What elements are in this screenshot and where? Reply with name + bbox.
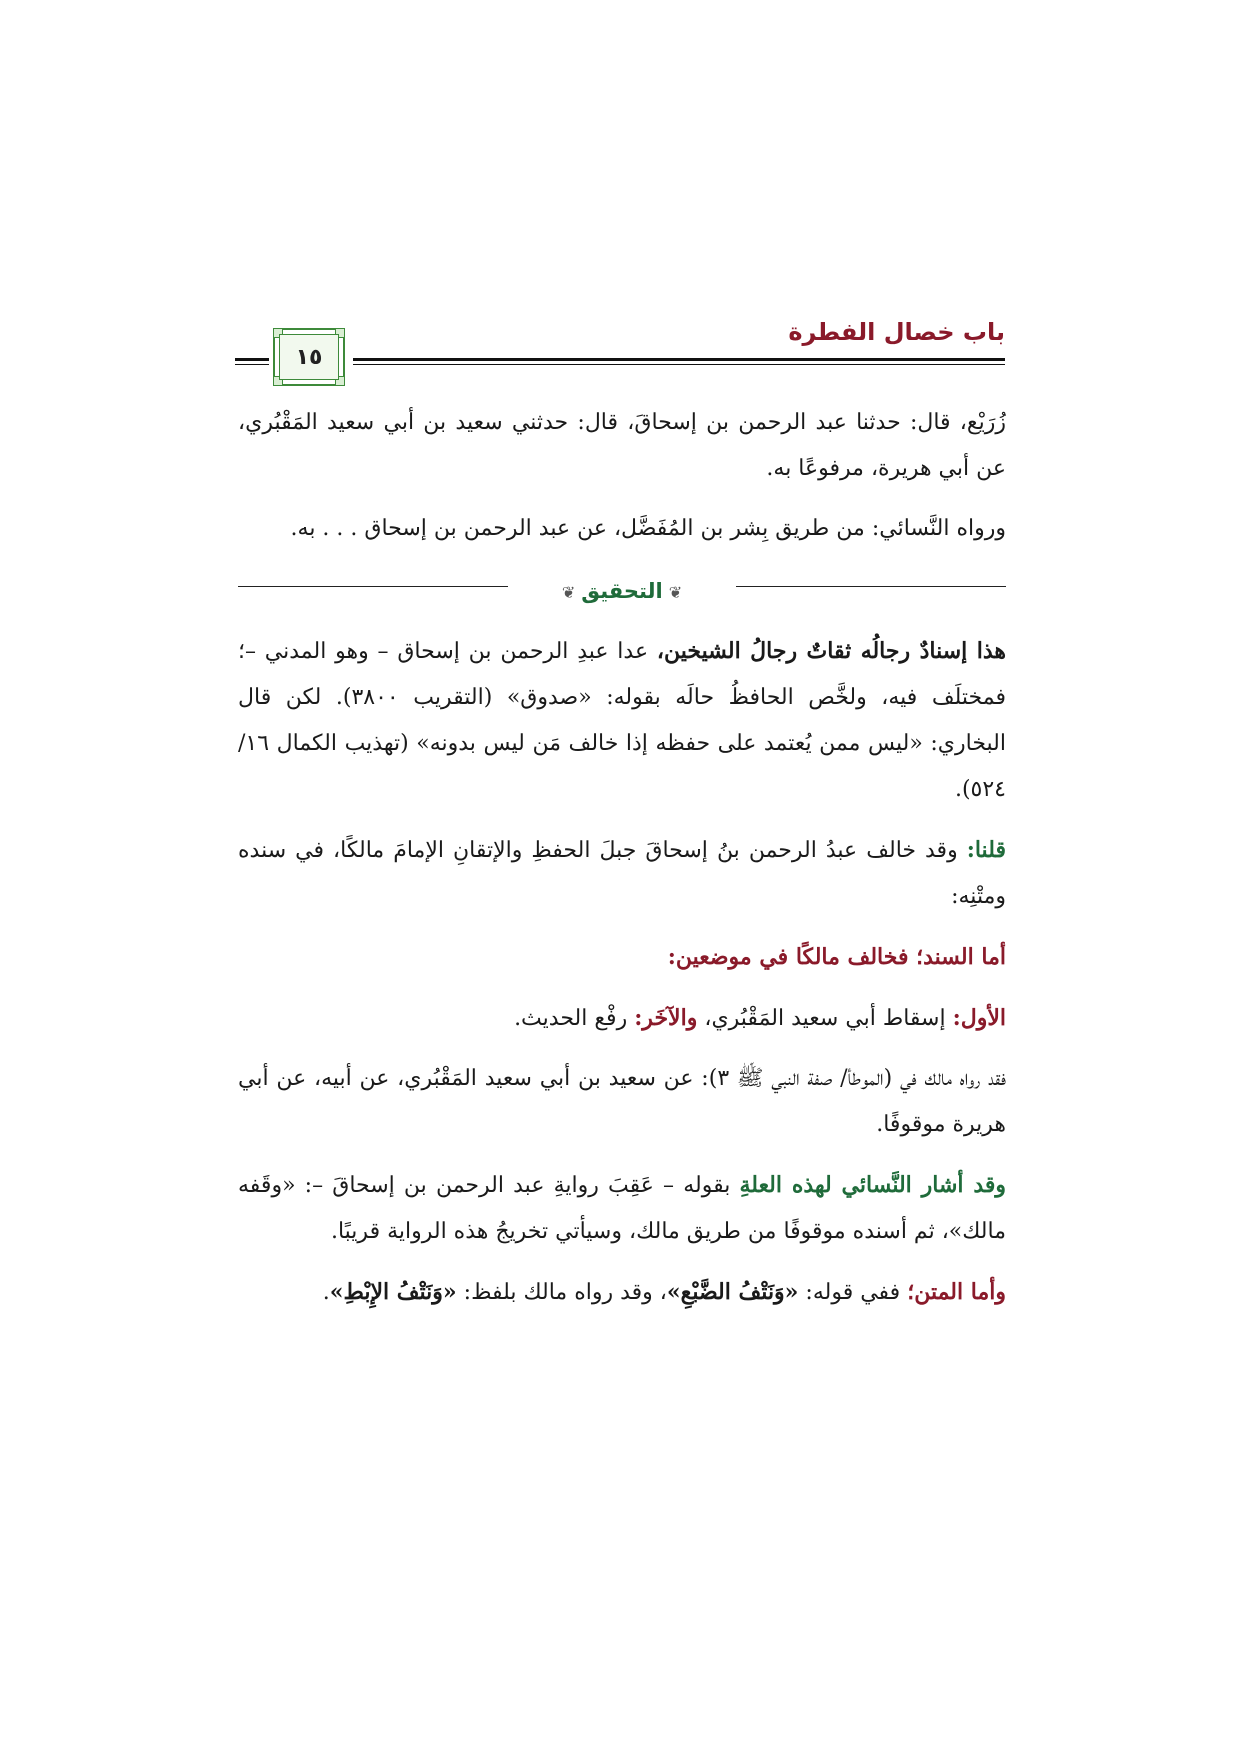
- paragraph-6-second: والآخَر:: [634, 1005, 698, 1031]
- heading-text: التحقيق: [581, 579, 663, 603]
- running-title: باب خصال الفطرة: [788, 318, 1005, 346]
- paragraph-9-c: ، وقد رواه مالك بلفظ:: [456, 1280, 667, 1305]
- paragraph-8: [238, 1162, 1006, 1255]
- heading-label: [556, 568, 688, 616]
- paragraph-9-quote-2: «وَنَتْفُ الإِبْطِ»: [329, 1279, 457, 1305]
- page-number: ١٥: [279, 334, 339, 380]
- paragraph-3-lead: هذا إسنادٌ رجالُه ثقاتٌ رجالُ الشيخين،: [656, 638, 1007, 664]
- paragraph-9-quote-1: «وَنَتْفُ الضَّبْعِ»: [666, 1279, 799, 1305]
- page-header: [235, 300, 1005, 390]
- paragraph-8-lead: وقد أشار النَّسائي لهذه العلةِ: [739, 1172, 1007, 1198]
- heading-rule-left: [238, 586, 508, 587]
- paragraph-3: [238, 628, 1006, 813]
- paragraph-9-lead: وأما المتن؛: [907, 1279, 1006, 1305]
- paragraph-4-lead: قلنا:: [966, 837, 1006, 863]
- paragraph-6-first: الأول:: [952, 1005, 1006, 1031]
- header-rule-left-thick: [235, 358, 269, 361]
- paragraph-5: [238, 934, 1006, 981]
- paragraph-4-text: وقد خالف عبدُ الرحمن بنُ إسحاقَ جبلَ الحفظِ والإتقانِ الإمامَ مالكًا، في سنده ومتْنِه:: [238, 838, 1006, 909]
- page-number-badge: [273, 328, 345, 386]
- heading-rule-right: [736, 586, 1006, 587]
- ornament-icon: ❦: [668, 583, 683, 602]
- paragraph-8-text: بقوله – عَقِبَ روايةِ عبد الرحمن بن إسحاقَ –: «وقَفه مالك»، ثم أسنده موقوفًا من طريق مالك، وسيأتي تخريجُ هذه الرواية قريبًا.: [238, 1173, 1006, 1244]
- paragraph-6: [238, 995, 1006, 1042]
- paragraph-7: فقد رواه مالك في (الموطأ/ صفة النبي ﷺ ٣): عن سعيد بن أبي سعيد المَقْبُري، عن أبيه، عن أبي هريرة موقوفًا.: [238, 1066, 1006, 1137]
- paragraph-9-a: ففي قوله:: [798, 1280, 908, 1305]
- paragraph-5-heading: أما السند؛ فخالف مالكًا في موضعين:: [667, 944, 1006, 970]
- ornament-icon: ❦: [561, 583, 576, 602]
- header-rule-left-thin: [235, 364, 269, 365]
- page-body: [238, 400, 1006, 1330]
- paragraph-2: ورواه النَّسائي: من طريق بِشر بن المُفَضَّل، عن عبد الرحمن بن إسحاق . . . به.: [290, 516, 1006, 541]
- paragraph-6-mid: إسقاط أبي سعيد المَقْبُري،: [697, 1006, 953, 1031]
- paragraph-6-end: رفْع الحديث.: [514, 1006, 635, 1031]
- paragraph-9: [238, 1269, 1006, 1316]
- paragraph-4: [238, 827, 1006, 920]
- paragraph-1: زُرَيْع، قال: حدثنا عبد الرحمن بن إسحاقَ، قال: حدثني سعيد بن أبي سعيد المَقْبُري، عن أبي هريرة، مرفوعًا به.: [238, 410, 1006, 481]
- header-rule-thin: [353, 364, 1005, 365]
- section-heading: [238, 566, 1006, 606]
- paragraph-9-e: .: [322, 1280, 330, 1305]
- header-rule-thick: [353, 358, 1005, 361]
- paragraph-3-text: عدا عبدِ الرحمن بن إسحاق – وهو المدني –؛ فمختلَف فيه، ولخَّص الحافظُ حالَه بقوله: «صدوق» (التقريب ٣٨٠٠). لكن قال البخاري: «ليس ممن يُعتمد على حفظه إذا خالف مَن ليس بدونه» (تهذيب الكمال ١٦/ ٥٢٤).: [238, 639, 1006, 802]
